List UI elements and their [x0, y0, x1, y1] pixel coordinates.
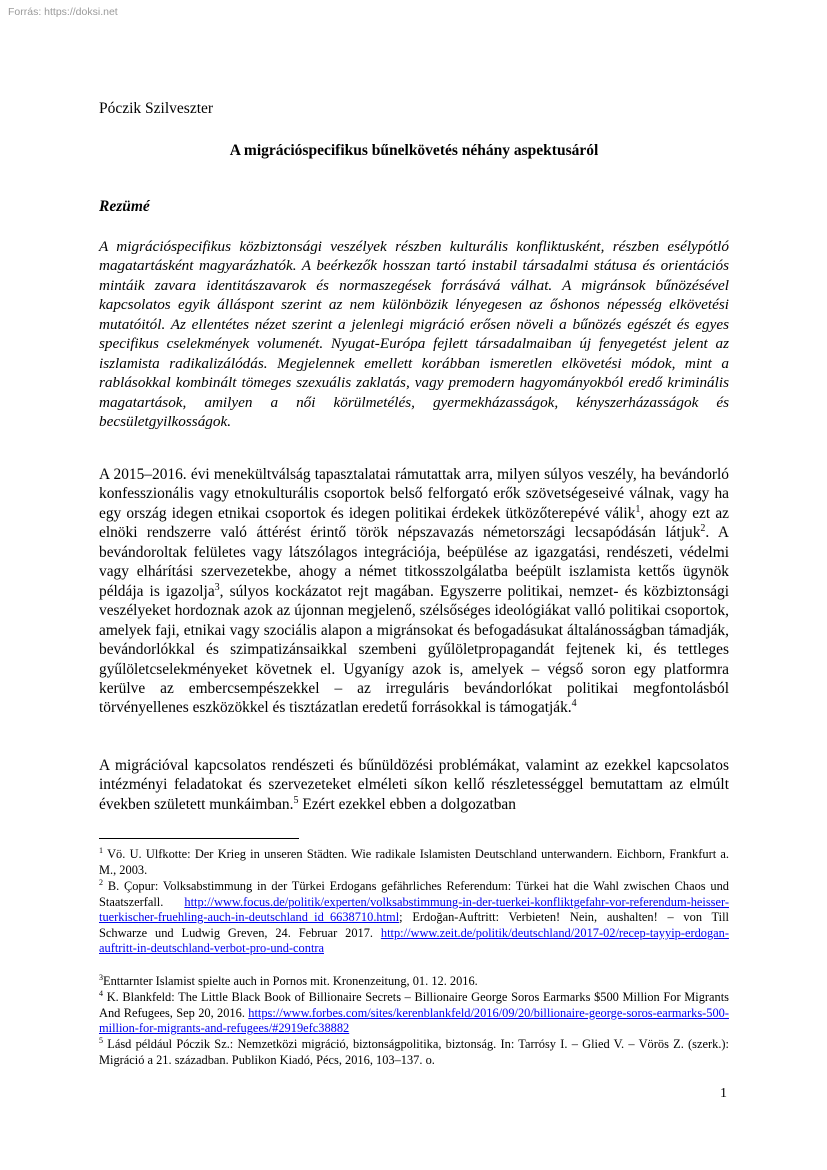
footnote-text: K. Blankfeld: The Little Black Book of Billionaire Secrets – Billionaire George Soros Earmarks $500 Million For Migrants And Refugees, Sep 20, 2016. [99, 990, 729, 1020]
footnote-ref-2[interactable]: 2 [700, 523, 706, 535]
footnote-number: 3 [99, 972, 104, 982]
footnote-3 [99, 974, 729, 990]
paragraph-text: Ezért ezekkel ebben a dolgozatban [298, 795, 516, 813]
body-paragraph-1 [99, 465, 729, 718]
footnote-text: ; Erdoğan-Auftritt: Verbieten! Nein, aushalten! – von Till Schwarze und Ludwig Greven, 24. Februar 2017. [99, 910, 729, 940]
author-name: Póczik Szilveszter [99, 100, 214, 117]
abstract-text: A migrációspecifikus közbiztonsági veszélyek részben kulturális konfliktusként, részben esélypótló magatartásként magyarázhatók. A beérkezők hosszan tartó instabil társadalmi státusa és orientációs mintáik zavara identitászavarok és normaszegések forrásává válhat. A migránsok bűnözésével kapcsolatos egyik álláspont szerint az nem különbözik lényegesen az őshonos népesség elkövetési mutatóitól. Az ellentétes nézet szerint a jelenlegi migráció erősen növeli a bűnözés egészét és egyes specifikus cselekmények volumenét. Nyugat-Európa fejlett társadalmaiban új fenyegetést jelent az iszlamista radikalizálódás. Megjelennek emellett korábban ismeretlen elkövetési módok, mint a rablásokkal kombinált tömeges szexuális zaklatás, vagy premodern hagyományokból eredő kriminális magatartások, amilyen a női körülmetélés, gyermekházasságok, kényszerházasságok és becsületgyilkosságok. [99, 238, 729, 431]
body-paragraph-2 [99, 756, 729, 814]
paragraph-text: . A bevándoroltak felületes vagy látszólagos integrációja, beépülése az igazgatási, rendészeti, védelmi vagy elhárítási szervezetekbe, ahogy a német titkosszolgálatba beépült iszlamista kettős ügynök példája is igazolja [99, 524, 730, 600]
source-label: Forrás: https://doksi.net [8, 6, 118, 18]
paragraph-text: A 2015–2016. évi menekültválság tapasztalatai rámutattak arra, milyen súlyos veszély, ha bevándorló konfesszionális vagy etnokulturális csoportok belső felforgató erők szövetségeseivé válnak, vagy ha egy ország idegen etnikai csoportok és idegen politikai érdekek ütközőterepévé válik [99, 466, 729, 522]
footnote-5 [99, 1037, 729, 1068]
footnote-text: Lásd például Póczik Sz.: Nemzetközi migráció, biztonságpolitika, biztonság. In: Tarrósy I. – Glied V. – Vörös Z. (szerk.): Migráció a 21. században. Publikon Kiadó, Pécs, 2016, 103–137. o. [99, 1037, 729, 1067]
footnote-text: Enttarnter Islamist spielte auch in Pornos mit. Kronenzeitung, 01. 12. 2016. [103, 974, 478, 988]
footnote-link-focus[interactable]: http://www.focus.de/politik/experten/volksabstimmung-in-der-tuerkei-konfliktgefahr-vor-referendum-heisser-tuerkischer-fruehling-auch-in-deutschland_id_6638710.html [99, 894, 729, 925]
footnote-text: B. Çopur: Volksabstimmung in der Türkei Erdogans gefährliches Referendum: Türkei hat die Wahl zwischen Chaos und Staatszerfall. [99, 879, 729, 909]
footnote-number: 5 [99, 1035, 104, 1045]
footnote-link-zeit[interactable]: http://www.zeit.de/politik/deutschland/2017-02/recep-tayyip-erdogan-auftritt-in-deutschland-verbot-pro-und-contra [99, 925, 729, 956]
footnote-ref-4[interactable]: 4 [571, 698, 577, 710]
footnote-separator [99, 838, 299, 839]
footnote-number: 1 [99, 845, 104, 855]
footnote-number: 4 [99, 988, 104, 998]
footnote-2 [99, 879, 729, 957]
abstract-heading: Rezümé [99, 198, 150, 215]
footnote-1 [99, 847, 729, 878]
footnote-ref-1[interactable]: 1 [635, 503, 641, 515]
footnote-text: Vö. U. Ulfkotte: Der Krieg in unseren Städten. Wie radikale Islamisten Deutschland unterwandern. Eichborn, Frankfurt a. M., 2003. [99, 847, 729, 877]
footnote-link-forbes[interactable]: https://www.forbes.com/sites/kerenblankfeld/2016/09/20/billionaire-george-soros-earmarks-500-million-for-migrants-and-refugees/#2919efc38882 [99, 1005, 729, 1036]
paragraph-text: , ahogy ezt az elnöki rendszerre való áttérést érintő török népszavazás németországi lecsapódásán látjuk [99, 504, 730, 542]
paragraph-text: , súlyos kockázatot rejt magában. Egyszerre politikai, nemzet- és közbiztonsági veszélyeket hordoznak azok az újonnan megjelenő, szélsőséges ideológiákat valló politikai csoportok, amelyek faji, etnikai vagy szociális alapon a migránsokat és befogadásukat általánosságban támadják, bevándorlókkal és szimpatizánsaikkal szembeni gyűlöletpropagandát fejtenek ki, és tettleges gyűlöletcselekményeket követnek el. Ugyanígy azok is, amelyek – végső soron egy platformra kerülve az embercsempészekkel – az irreguláris bevándorlókat politikai megfontolásból törvényellenes eszközökkel és tisztázatlan eredetű forrásokkal is támogatják. [99, 582, 730, 717]
document-title: A migrációspecifikus bűnelkövetés néhány aspektusáról [229, 142, 599, 159]
paragraph-text: A migrációval kapcsolatos rendészeti és bűnüldözési problémákat, valamint az ezekkel kapcsolatos intézményi feladatokat és szervezeteket elméleti síkon kellő részletességgel bemutattam az elmúlt években született munkáimban. [99, 757, 729, 813]
footnote-ref-3[interactable]: 3 [214, 581, 220, 593]
footnote-ref-5[interactable]: 5 [293, 794, 299, 806]
footnote-4 [99, 990, 729, 1037]
footnote-number: 2 [99, 877, 104, 887]
page-number: 1 [720, 1086, 727, 1101]
